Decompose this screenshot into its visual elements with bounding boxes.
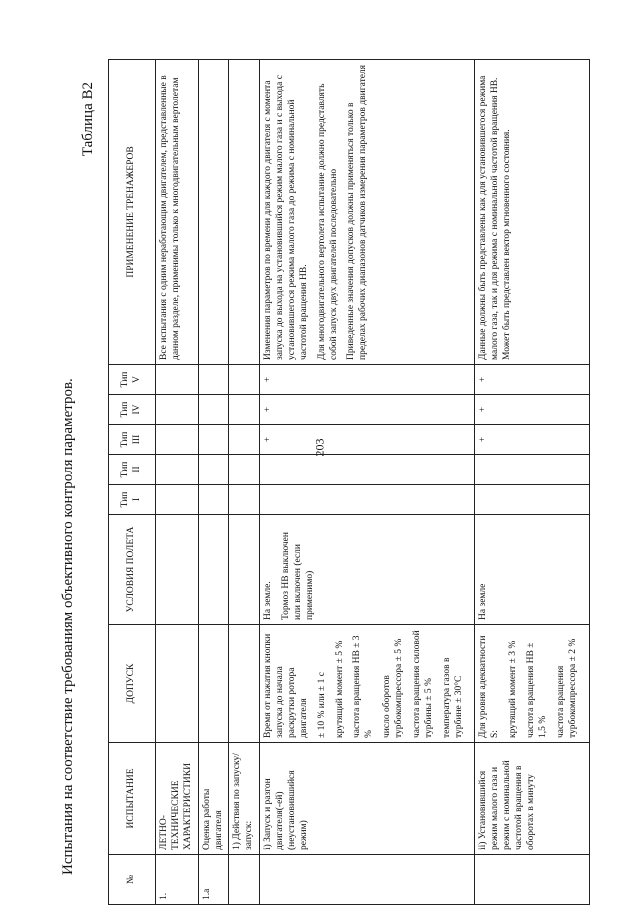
table-row: [260, 60, 475, 905]
row-conditions: На земле: [475, 515, 589, 625]
row-application: Все испытания с одним неработающим двигателем, представленные в данном разделе, применимы только к многодвигательным вертолетам: [156, 60, 199, 365]
row-num: 1.a: [198, 855, 229, 905]
header-type-5: Тип V: [109, 365, 156, 395]
type-4-mark: +: [260, 395, 475, 425]
row-tolerance: Для уровня адекватности S: крутящий момент ± 3 % частота вращения НВ ± 1,5 % частота вращения турбокомпрессора ± 2 %: [475, 625, 589, 743]
header-type-2: Тип II: [109, 455, 156, 485]
row-test: Оценка работы двигателя: [198, 743, 229, 855]
row-conditions: На земле. Тормоз НВ выключен или включен (если применимо): [260, 515, 475, 625]
header-type-3: Тип III: [109, 425, 156, 455]
table-row: [229, 60, 260, 905]
requirements-table: [108, 59, 590, 905]
type-5-mark: +: [260, 365, 475, 395]
row-num: 1.: [156, 855, 199, 905]
header-test: ИСПЫТАНИЕ: [109, 743, 156, 855]
row-application: Изменения параметров по времени для каждого двигателя с момента запуска до выхода на установившийся режим малого газа и с выхода с установившегося режима малого газа до режима с номинальной частотой вращения НВ. Для многодвигательного вертолета испытание должно представлять собой запуск двух двигателей последовательно Приведенные значения допусков должны применяться только в пределах рабочих диапазонов датчиков измерения параметров двигателя: [260, 60, 475, 365]
page-number: 203: [312, 438, 327, 457]
type-4-mark: +: [475, 395, 589, 425]
type-3-mark: +: [260, 425, 475, 455]
type-5-mark: +: [475, 365, 589, 395]
header-type-4: Тип IV: [109, 395, 156, 425]
row-application: Данные должны быть представлены как для установившегося режима малого газа, так и для режима с номинальной частотой вращения НВ. Может быть представлен вектор мгновенного состояния.: [475, 60, 589, 365]
type-3-mark: +: [475, 425, 589, 455]
row-test: 1) Действия по запуску/запуск:: [229, 743, 260, 855]
table-row: [198, 60, 229, 905]
row-tolerance: Время от нажатия кнопки запуска до начала раскрутки ротора двигателя ± 10 % или ± 1 с крутящий момент ± 5 % частота вращения НВ ± 3 % число оборотов турбокомпрессора ± 5 % частота вращения силовой турбины ± 5 % температура газов в турбине ± 30°С: [260, 625, 475, 743]
page-title: Испытания на соответствие требованиям объективного контроля параметров.: [60, 378, 76, 875]
header-num: №: [109, 855, 156, 905]
rotated-page: [60, 60, 620, 905]
header-conditions: УСЛОВИЯ ПОЛЕТА: [109, 515, 156, 625]
header-tolerance: ДОПУСК: [109, 625, 156, 743]
row-test: ЛЕТНО-ТЕХНИЧЕСКИЕ ХАРАКТЕРИСТИКИ: [156, 743, 199, 855]
header-row: [109, 60, 156, 905]
header-application: ПРИМЕНЕНИЕ ТРЕНАЖЕРОВ: [109, 60, 156, 365]
row-test: ii) Установившийся режим малого газа и режим с номинальной частотой вращения в оборотах в минуту: [475, 743, 589, 855]
table-row: [475, 60, 589, 905]
row-test: i) Запуск и разгон двигателя(-ей) (неустановившийся режим): [260, 743, 475, 855]
table-label: Таблица В2: [80, 82, 96, 157]
header-type-1: Тип I: [109, 485, 156, 515]
table-row: [156, 60, 199, 905]
